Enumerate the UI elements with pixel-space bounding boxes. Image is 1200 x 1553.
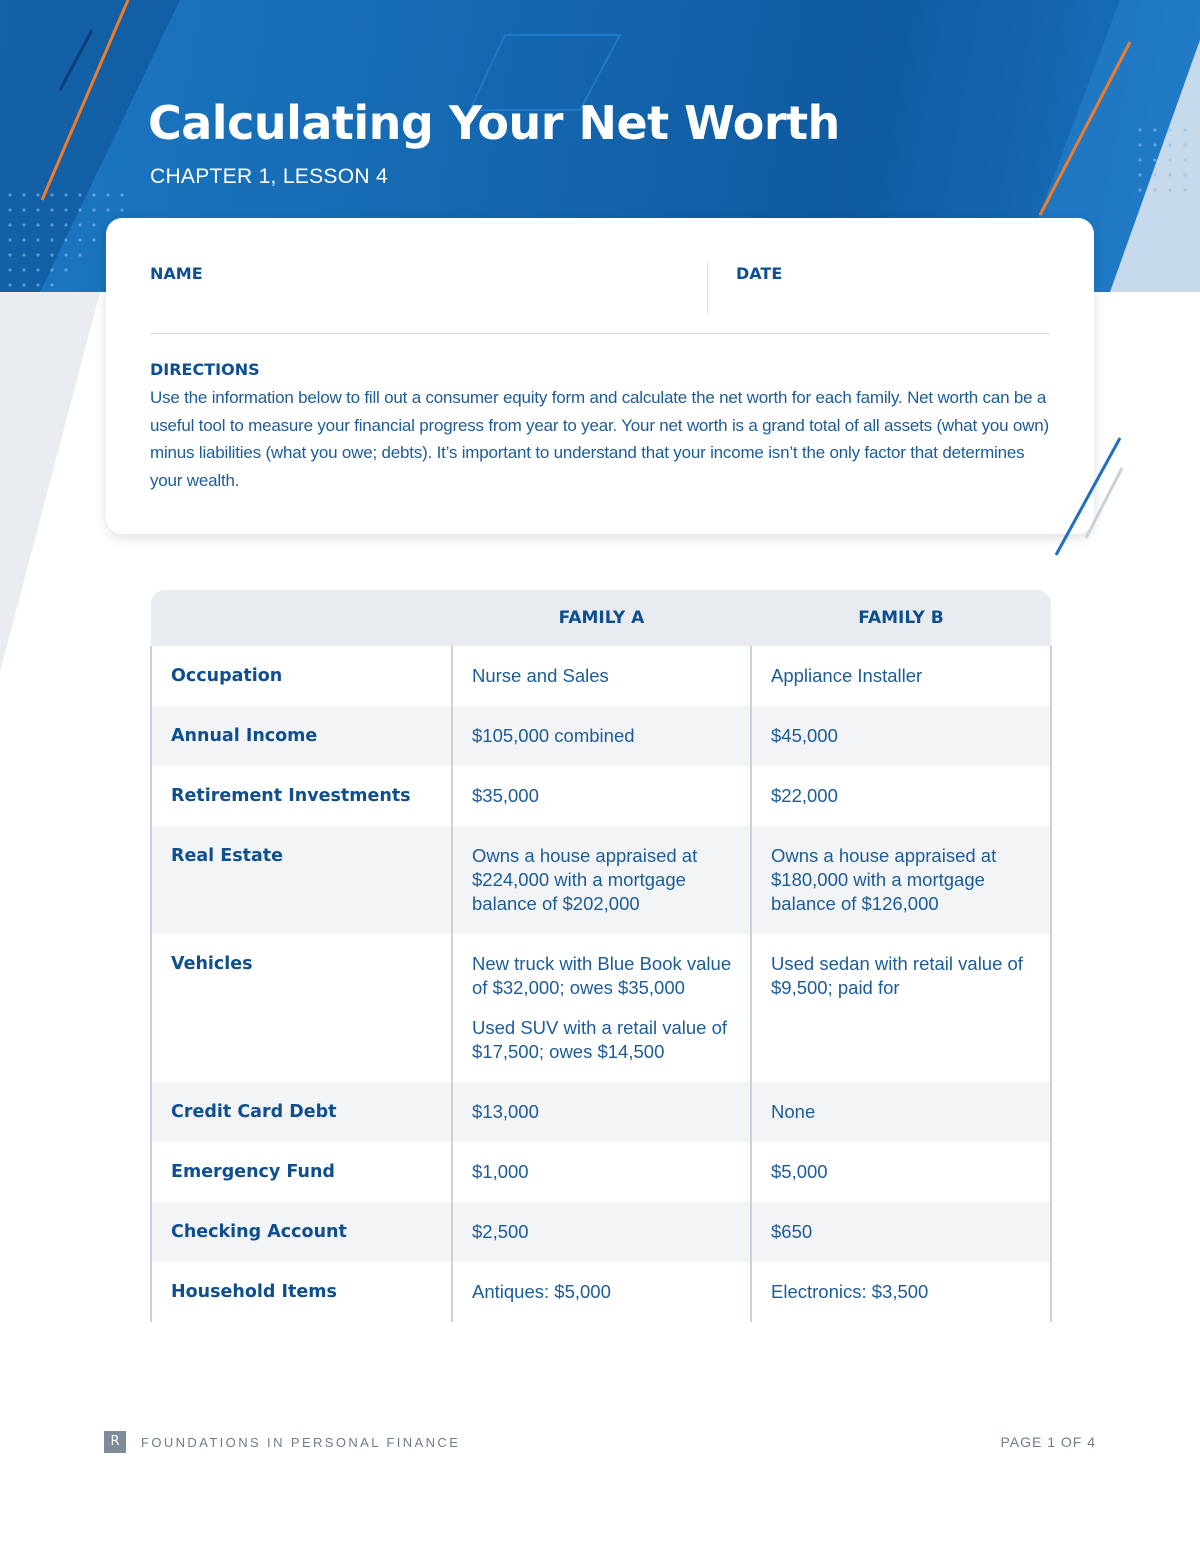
row-label: Credit Card Debt (151, 1082, 452, 1142)
card-divider (150, 333, 1050, 334)
family-comparison-table (150, 590, 1050, 1322)
row-label: Real Estate (151, 826, 452, 934)
name-label: NAME (150, 264, 203, 283)
cell-text: Owns a house appraised at $180,000 with a mortgage balance of $126,000 (771, 845, 997, 914)
table-row (151, 646, 1051, 706)
page-title: Calculating Your Net Worth (148, 96, 840, 150)
family-a-cell (452, 646, 751, 706)
cell-text: $13,000 (472, 1101, 539, 1122)
cell-text: $45,000 (771, 725, 838, 746)
family-a-cell (452, 826, 751, 934)
table-row (151, 1202, 1051, 1262)
column-header-family-b: FAMILY B (751, 590, 1051, 646)
footer-program-name: FOUNDATIONS IN PERSONAL FINANCE (141, 1435, 461, 1450)
page-subtitle: CHAPTER 1, LESSON 4 (150, 165, 388, 188)
family-b-cell (751, 934, 1051, 1082)
cell-text: $35,000 (472, 785, 539, 806)
cell-text: Electronics: $3,500 (771, 1281, 929, 1302)
row-label: Annual Income (151, 706, 452, 766)
family-a-cell (452, 1142, 751, 1202)
table-row (151, 1142, 1051, 1202)
family-b-cell (751, 1202, 1051, 1262)
family-a-cell (452, 934, 751, 1082)
column-header-family-a: FAMILY A (452, 590, 751, 646)
table-row (151, 826, 1051, 934)
family-b-cell (751, 706, 1051, 766)
directions-title: DIRECTIONS (150, 360, 260, 379)
footer-page-number: PAGE 1 OF 4 (1000, 1434, 1096, 1450)
slash-decoration (1040, 430, 1130, 570)
row-label: Checking Account (151, 1202, 452, 1262)
cell-text: Nurse and Sales (472, 665, 609, 686)
family-a-cell (452, 706, 751, 766)
ramsey-logo-icon: R (104, 1431, 126, 1453)
cell-text: $105,000 combined (472, 725, 635, 746)
cell-text: $1,000 (472, 1161, 529, 1182)
row-label: Vehicles (151, 934, 452, 1082)
cell-text: New truck with Blue Book value of $32,000; owes $35,000 (472, 953, 732, 998)
student-info-card (106, 218, 1094, 534)
family-a-cell (452, 1262, 751, 1322)
column-header-blank (151, 590, 452, 646)
cell-text: Used sedan with retail value of $9,500; paid for (771, 953, 1023, 998)
table-row (151, 766, 1051, 826)
date-label: DATE (736, 264, 783, 283)
family-b-cell (751, 826, 1051, 934)
cell-text: Owns a house appraised at $224,000 with a mortgage balance of $202,000 (472, 845, 698, 914)
family-b-cell (751, 1262, 1051, 1322)
cell-text: $22,000 (771, 785, 838, 806)
row-label: Occupation (151, 646, 452, 706)
cell-text: Antiques: $5,000 (472, 1281, 611, 1302)
cell-text: Appliance Installer (771, 665, 923, 686)
row-label: Emergency Fund (151, 1142, 452, 1202)
row-label: Household Items (151, 1262, 452, 1322)
directions-text: Use the information below to fill out a consumer equity form and calculate the net worth for each family. Net worth can be a useful tool to measure your financial progress from year to year. Your net worth is a grand total of all assets (what you own) minus liabilities (what you owe; debts). It’s important to understand that your income isn’t the only factor that determines your wealth. (150, 388, 1049, 490)
table-row (151, 1262, 1051, 1322)
table-row (151, 706, 1051, 766)
family-b-cell (751, 1082, 1051, 1142)
row-label: Retirement Investments (151, 766, 452, 826)
left-shadow-decoration (0, 292, 120, 692)
table-row (151, 934, 1051, 1082)
table-row (151, 1082, 1051, 1142)
cell-text: $5,000 (771, 1161, 828, 1182)
field-divider (707, 262, 708, 314)
cell-text: $2,500 (472, 1221, 529, 1242)
cell-text: $650 (771, 1221, 813, 1242)
family-a-cell (452, 1082, 751, 1142)
cell-text: Used SUV with a retail value of $17,500; owes $14,500 (472, 1017, 728, 1062)
family-b-cell (751, 766, 1051, 826)
family-a-cell (452, 766, 751, 826)
family-a-cell (452, 1202, 751, 1262)
cell-text: None (771, 1101, 816, 1122)
table-header-row (151, 590, 1051, 646)
family-b-cell (751, 646, 1051, 706)
family-b-cell (751, 1142, 1051, 1202)
